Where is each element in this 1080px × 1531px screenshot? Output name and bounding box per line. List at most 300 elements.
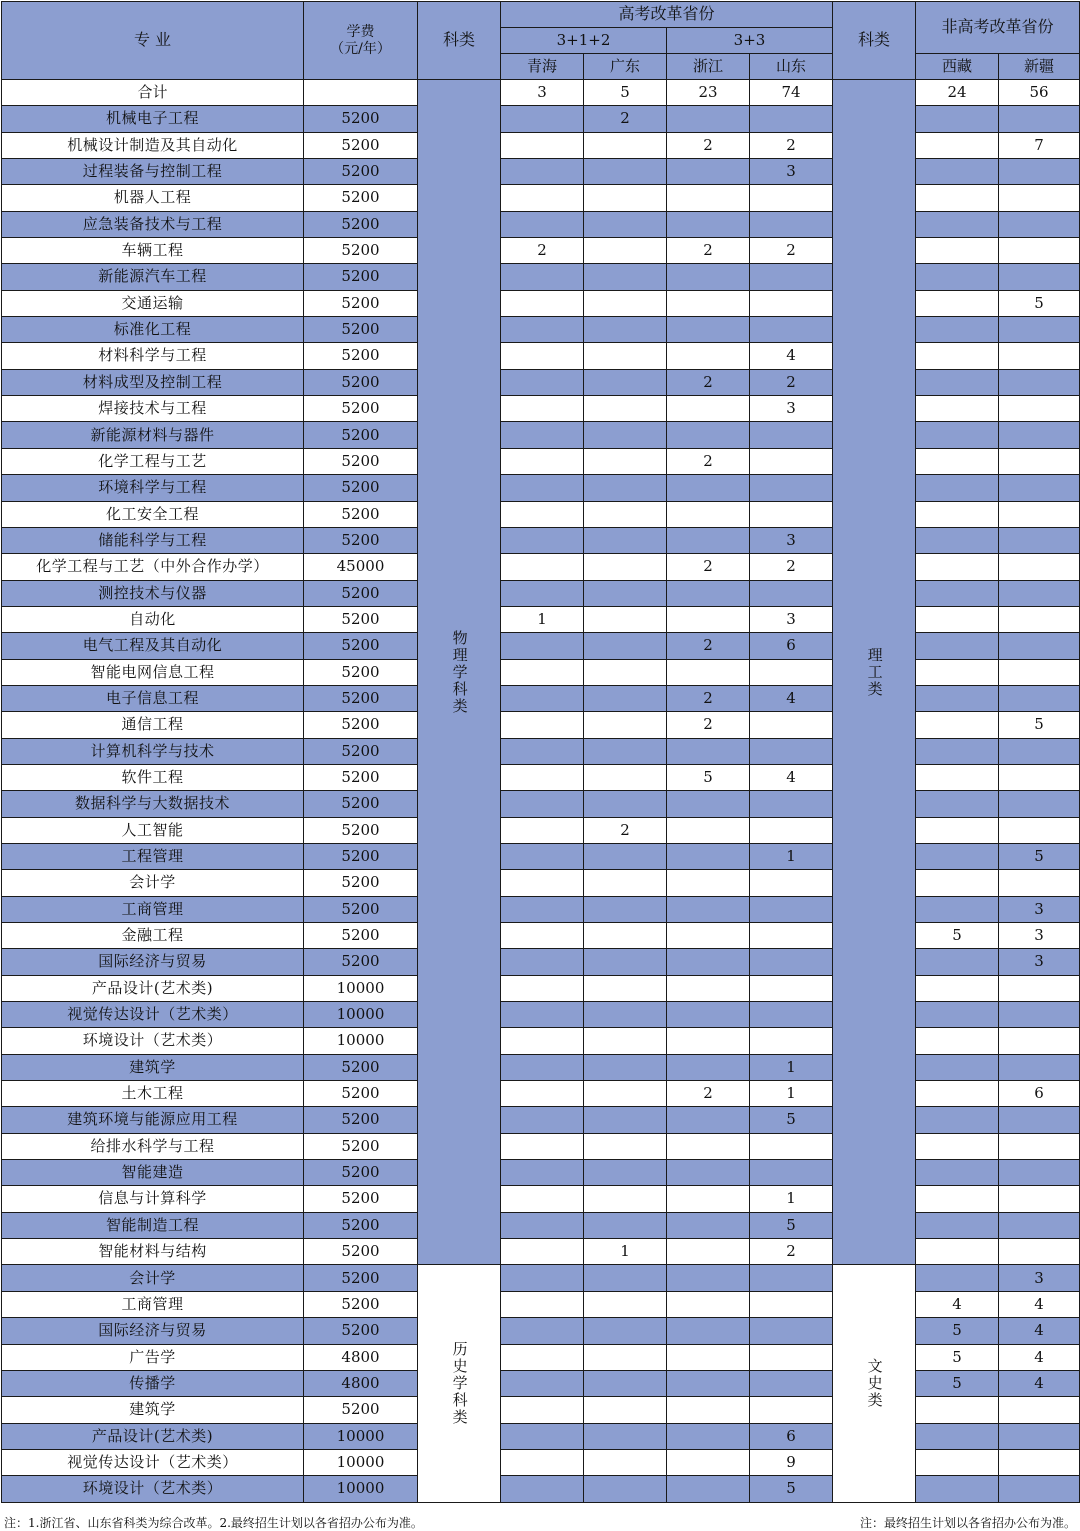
count-cell: 2 <box>667 633 750 659</box>
table-row <box>2 1265 1080 1291</box>
count-cell <box>916 896 999 922</box>
table-row <box>2 685 1080 711</box>
fee-cell: 5200 <box>304 870 418 896</box>
count-cell <box>584 1291 667 1317</box>
fee-cell: 5200 <box>304 1318 418 1344</box>
fee-cell: 5200 <box>304 185 418 211</box>
count-cell <box>584 606 667 632</box>
major-name: 储能科学与工程 <box>2 527 304 553</box>
count-cell <box>667 1239 750 1265</box>
fee-cell: 5200 <box>304 369 418 395</box>
count-cell <box>584 923 667 949</box>
table-row <box>2 1291 1080 1317</box>
count-cell <box>584 1265 667 1291</box>
count-cell <box>667 1291 750 1317</box>
count-cell: 6 <box>999 1081 1080 1107</box>
count-cell: 5 <box>999 712 1080 738</box>
count-cell <box>916 817 999 843</box>
count-cell <box>916 1239 999 1265</box>
count-cell <box>501 185 584 211</box>
count-cell: 4 <box>999 1318 1080 1344</box>
table-row <box>2 1344 1080 1370</box>
count-cell <box>584 1081 667 1107</box>
major-name: 建筑学 <box>2 1054 304 1080</box>
major-name: 电气工程及其自动化 <box>2 633 304 659</box>
count-cell <box>584 211 667 237</box>
count-cell: 2 <box>667 132 750 158</box>
table-row <box>2 1028 1080 1054</box>
count-cell <box>501 580 584 606</box>
count-cell <box>667 396 750 422</box>
major-name: 软件工程 <box>2 764 304 790</box>
count-cell <box>750 896 833 922</box>
footnotes <box>4 1514 1076 1530</box>
count-cell <box>667 1107 750 1133</box>
count-cell <box>584 712 667 738</box>
count-cell: 5 <box>750 1476 833 1502</box>
count-cell <box>501 448 584 474</box>
fee-cell: 5200 <box>304 159 418 185</box>
category-liberal <box>833 1265 916 1502</box>
count-cell <box>916 501 999 527</box>
table-row <box>2 896 1080 922</box>
header-province: 山东 <box>750 54 833 80</box>
count-cell <box>501 791 584 817</box>
table-row <box>2 448 1080 474</box>
major-name: 给排水科学与工程 <box>2 1133 304 1159</box>
count-cell: 5 <box>750 1212 833 1238</box>
table-row <box>2 501 1080 527</box>
count-cell: 7 <box>999 132 1080 158</box>
count-cell <box>501 1028 584 1054</box>
count-cell <box>584 238 667 264</box>
count-cell <box>916 290 999 316</box>
category-history-label: 历史学科类 <box>450 1341 469 1427</box>
header-province: 青海 <box>501 54 584 80</box>
fee-cell: 5200 <box>304 290 418 316</box>
table-row <box>2 211 1080 237</box>
count-cell <box>584 132 667 158</box>
table-row <box>2 106 1080 132</box>
table-row <box>2 1423 1080 1449</box>
count-cell: 3 <box>750 396 833 422</box>
table-row <box>2 159 1080 185</box>
count-cell <box>750 712 833 738</box>
count-cell <box>999 1397 1080 1423</box>
table-row <box>2 1160 1080 1186</box>
table-row <box>2 475 1080 501</box>
count-cell <box>916 185 999 211</box>
fee-cell: 5200 <box>304 527 418 553</box>
major-name: 应急装备技术与工程 <box>2 211 304 237</box>
count-cell: 4 <box>750 764 833 790</box>
count-cell <box>501 159 584 185</box>
header-fee: 学费 （元/年） <box>304 2 418 80</box>
header-group-312: 3+1+2 <box>501 28 667 54</box>
fee-cell: 5200 <box>304 1212 418 1238</box>
table-row <box>2 633 1080 659</box>
count-cell <box>667 1476 750 1502</box>
count-cell <box>916 1265 999 1291</box>
count-cell <box>667 1370 750 1396</box>
count-cell <box>501 1160 584 1186</box>
count-cell <box>501 659 584 685</box>
count-cell <box>501 1212 584 1238</box>
count-cell <box>999 1133 1080 1159</box>
table-row <box>2 1239 1080 1265</box>
count-cell <box>916 870 999 896</box>
table-row <box>2 1476 1080 1502</box>
header-province: 西藏 <box>916 54 999 80</box>
table-row <box>2 791 1080 817</box>
count-cell <box>667 1186 750 1212</box>
count-cell <box>750 817 833 843</box>
count-cell: 1 <box>750 1054 833 1080</box>
count-cell <box>750 1002 833 1028</box>
count-cell <box>999 1054 1080 1080</box>
count-cell <box>999 1107 1080 1133</box>
count-cell: 2 <box>667 712 750 738</box>
count-cell <box>667 1397 750 1423</box>
count-cell <box>584 527 667 553</box>
total-fee <box>304 80 418 106</box>
count-cell <box>999 1212 1080 1238</box>
count-cell <box>750 501 833 527</box>
major-name: 传播学 <box>2 1370 304 1396</box>
fee-cell: 5200 <box>304 475 418 501</box>
fee-cell: 5200 <box>304 448 418 474</box>
major-name: 机械设计制造及其自动化 <box>2 132 304 158</box>
major-name: 自动化 <box>2 606 304 632</box>
table-row <box>2 554 1080 580</box>
table-row <box>2 422 1080 448</box>
count-cell <box>916 1160 999 1186</box>
count-cell: 4 <box>750 685 833 711</box>
count-cell <box>584 949 667 975</box>
header-group-33: 3+3 <box>667 28 833 54</box>
count-cell <box>501 106 584 132</box>
count-cell: 3 <box>999 896 1080 922</box>
count-cell <box>584 1160 667 1186</box>
count-cell <box>667 1054 750 1080</box>
table-row <box>2 659 1080 685</box>
count-cell <box>750 975 833 1001</box>
count-cell: 1 <box>750 843 833 869</box>
count-cell <box>584 317 667 343</box>
count-cell <box>999 606 1080 632</box>
count-cell <box>584 1186 667 1212</box>
count-cell <box>501 712 584 738</box>
count-cell: 2 <box>750 1239 833 1265</box>
count-cell <box>999 1449 1080 1475</box>
major-name: 智能建造 <box>2 1160 304 1186</box>
fee-cell: 4800 <box>304 1344 418 1370</box>
count-cell <box>750 1344 833 1370</box>
fee-cell: 5200 <box>304 685 418 711</box>
table-row <box>2 290 1080 316</box>
count-cell <box>584 343 667 369</box>
fee-cell: 5200 <box>304 1107 418 1133</box>
count-cell: 9 <box>750 1449 833 1475</box>
count-cell <box>584 685 667 711</box>
major-name: 环境设计（艺术类） <box>2 1028 304 1054</box>
count-cell: 2 <box>667 1081 750 1107</box>
category-liberal-label: 文史类 <box>865 1358 884 1410</box>
major-name: 化工安全工程 <box>2 501 304 527</box>
count-cell <box>750 264 833 290</box>
major-name: 焊接技术与工程 <box>2 396 304 422</box>
count-cell: 1 <box>750 1186 833 1212</box>
major-name: 化学工程与工艺 <box>2 448 304 474</box>
fee-cell: 5200 <box>304 817 418 843</box>
count-cell <box>750 870 833 896</box>
major-name: 国际经济与贸易 <box>2 949 304 975</box>
count-cell <box>584 1397 667 1423</box>
major-name: 建筑学 <box>2 1397 304 1423</box>
count-cell <box>999 159 1080 185</box>
fee-cell: 5200 <box>304 1265 418 1291</box>
count-cell <box>501 1397 584 1423</box>
count-cell <box>916 712 999 738</box>
major-name: 环境科学与工程 <box>2 475 304 501</box>
major-name: 建筑环境与能源应用工程 <box>2 1107 304 1133</box>
table-row <box>2 580 1080 606</box>
count-cell <box>999 396 1080 422</box>
count-cell <box>999 238 1080 264</box>
count-cell <box>750 738 833 764</box>
major-name: 新能源汽车工程 <box>2 264 304 290</box>
count-cell <box>584 1423 667 1449</box>
count-cell <box>501 633 584 659</box>
count-cell <box>999 580 1080 606</box>
count-cell <box>667 211 750 237</box>
fee-cell: 5200 <box>304 738 418 764</box>
major-name: 过程装备与控制工程 <box>2 159 304 185</box>
count-cell <box>501 132 584 158</box>
count-cell <box>667 975 750 1001</box>
fee-cell: 5200 <box>304 1054 418 1080</box>
table-row <box>2 606 1080 632</box>
count-cell <box>999 764 1080 790</box>
table-row <box>2 923 1080 949</box>
count-cell <box>916 132 999 158</box>
major-name: 会计学 <box>2 870 304 896</box>
fee-cell: 5200 <box>304 211 418 237</box>
count-cell <box>999 975 1080 1001</box>
count-cell <box>584 1476 667 1502</box>
table-row <box>2 1397 1080 1423</box>
table-row <box>2 1002 1080 1028</box>
count-cell <box>584 870 667 896</box>
count-cell <box>750 185 833 211</box>
count-cell <box>501 475 584 501</box>
count-cell: 4 <box>999 1370 1080 1396</box>
count-cell <box>916 580 999 606</box>
count-cell <box>501 764 584 790</box>
count-cell <box>916 975 999 1001</box>
table-row <box>2 317 1080 343</box>
table-row <box>2 1133 1080 1159</box>
major-name: 智能电网信息工程 <box>2 659 304 685</box>
fee-cell: 5200 <box>304 1160 418 1186</box>
count-cell <box>916 1212 999 1238</box>
count-cell <box>667 580 750 606</box>
table-row <box>2 396 1080 422</box>
header-category-2: 科类 <box>833 2 916 80</box>
count-cell <box>501 343 584 369</box>
total-row <box>2 80 1080 106</box>
major-name: 工程管理 <box>2 843 304 869</box>
count-cell: 3 <box>999 1265 1080 1291</box>
count-cell <box>750 580 833 606</box>
count-cell <box>999 659 1080 685</box>
count-cell <box>750 659 833 685</box>
count-cell <box>584 1449 667 1475</box>
count-cell <box>750 791 833 817</box>
count-cell <box>916 1397 999 1423</box>
count-cell <box>667 896 750 922</box>
count-cell <box>501 843 584 869</box>
count-cell <box>750 317 833 343</box>
count-cell <box>999 1476 1080 1502</box>
category-science-label: 理工类 <box>865 646 884 698</box>
count-cell <box>999 1160 1080 1186</box>
count-cell <box>916 527 999 553</box>
major-name: 智能材料与结构 <box>2 1239 304 1265</box>
count-cell <box>501 975 584 1001</box>
fee-cell: 5200 <box>304 132 418 158</box>
table-row <box>2 738 1080 764</box>
count-cell <box>916 238 999 264</box>
fee-cell: 5200 <box>304 264 418 290</box>
count-cell <box>667 817 750 843</box>
table-row <box>2 764 1080 790</box>
count-cell <box>667 923 750 949</box>
count-cell <box>667 106 750 132</box>
major-name: 材料科学与工程 <box>2 343 304 369</box>
count-cell <box>750 475 833 501</box>
count-cell <box>999 475 1080 501</box>
count-cell <box>916 791 999 817</box>
count-cell <box>999 185 1080 211</box>
count-cell <box>916 1186 999 1212</box>
fee-cell: 5200 <box>304 580 418 606</box>
count-cell <box>916 1054 999 1080</box>
table-row <box>2 712 1080 738</box>
footnote-right: 注：最终招生计划以各省招办公布为准。 <box>859 1516 1076 1530</box>
count-cell <box>916 343 999 369</box>
count-cell <box>916 949 999 975</box>
count-cell <box>750 1397 833 1423</box>
fee-cell: 5200 <box>304 896 418 922</box>
fee-cell: 5200 <box>304 1133 418 1159</box>
count-cell <box>916 606 999 632</box>
fee-cell: 5200 <box>304 949 418 975</box>
count-cell <box>999 554 1080 580</box>
count-cell <box>584 1054 667 1080</box>
count-cell <box>501 1002 584 1028</box>
count-cell: 2 <box>584 106 667 132</box>
count-cell: 5 <box>750 1107 833 1133</box>
count-cell <box>916 1476 999 1502</box>
major-name: 视觉传达设计（艺术类） <box>2 1449 304 1475</box>
fee-cell: 5200 <box>304 422 418 448</box>
count-cell: 5 <box>916 1344 999 1370</box>
count-cell <box>501 290 584 316</box>
count-cell: 2 <box>584 817 667 843</box>
count-cell <box>999 422 1080 448</box>
count-cell <box>667 264 750 290</box>
major-name: 土木工程 <box>2 1081 304 1107</box>
count-cell <box>584 1318 667 1344</box>
count-cell <box>999 1239 1080 1265</box>
count-cell <box>667 501 750 527</box>
count-cell <box>999 527 1080 553</box>
count-cell <box>916 738 999 764</box>
count-cell <box>584 1344 667 1370</box>
major-name: 会计学 <box>2 1265 304 1291</box>
count-cell: 5 <box>916 923 999 949</box>
count-cell <box>999 106 1080 132</box>
major-name: 电子信息工程 <box>2 685 304 711</box>
count-cell <box>916 159 999 185</box>
count-cell <box>750 1028 833 1054</box>
count-cell: 5 <box>667 764 750 790</box>
table-row <box>2 870 1080 896</box>
fee-cell: 5200 <box>304 764 418 790</box>
count-cell <box>584 1002 667 1028</box>
count-cell <box>667 159 750 185</box>
count-cell <box>999 1186 1080 1212</box>
category-physics <box>418 80 501 1265</box>
fee-cell: 5200 <box>304 659 418 685</box>
count-cell <box>916 264 999 290</box>
header-category: 科类 <box>418 2 501 80</box>
table-row <box>2 369 1080 395</box>
major-name: 工商管理 <box>2 896 304 922</box>
count-cell <box>916 1002 999 1028</box>
count-cell <box>501 1476 584 1502</box>
count-cell <box>667 1344 750 1370</box>
count-cell <box>999 317 1080 343</box>
major-name: 人工智能 <box>2 817 304 843</box>
count-cell <box>501 1265 584 1291</box>
count-cell: 74 <box>750 80 833 106</box>
major-name: 广告学 <box>2 1344 304 1370</box>
major-name: 化学工程与工艺（中外合作办学） <box>2 554 304 580</box>
major-name: 产品设计(艺术类) <box>2 1423 304 1449</box>
count-cell: 2 <box>667 554 750 580</box>
count-cell <box>501 554 584 580</box>
count-cell <box>501 685 584 711</box>
category-science <box>833 80 916 1265</box>
count-cell: 1 <box>584 1239 667 1265</box>
table-row <box>2 1186 1080 1212</box>
count-cell <box>750 211 833 237</box>
major-name: 金融工程 <box>2 923 304 949</box>
major-name: 工商管理 <box>2 1291 304 1317</box>
count-cell <box>750 1291 833 1317</box>
count-cell: 4 <box>999 1291 1080 1317</box>
count-cell <box>584 475 667 501</box>
count-cell <box>916 843 999 869</box>
count-cell <box>916 1028 999 1054</box>
fee-cell: 5200 <box>304 1081 418 1107</box>
count-cell <box>999 448 1080 474</box>
count-cell <box>916 1449 999 1475</box>
header-province: 浙江 <box>667 54 750 80</box>
count-cell <box>584 1133 667 1159</box>
